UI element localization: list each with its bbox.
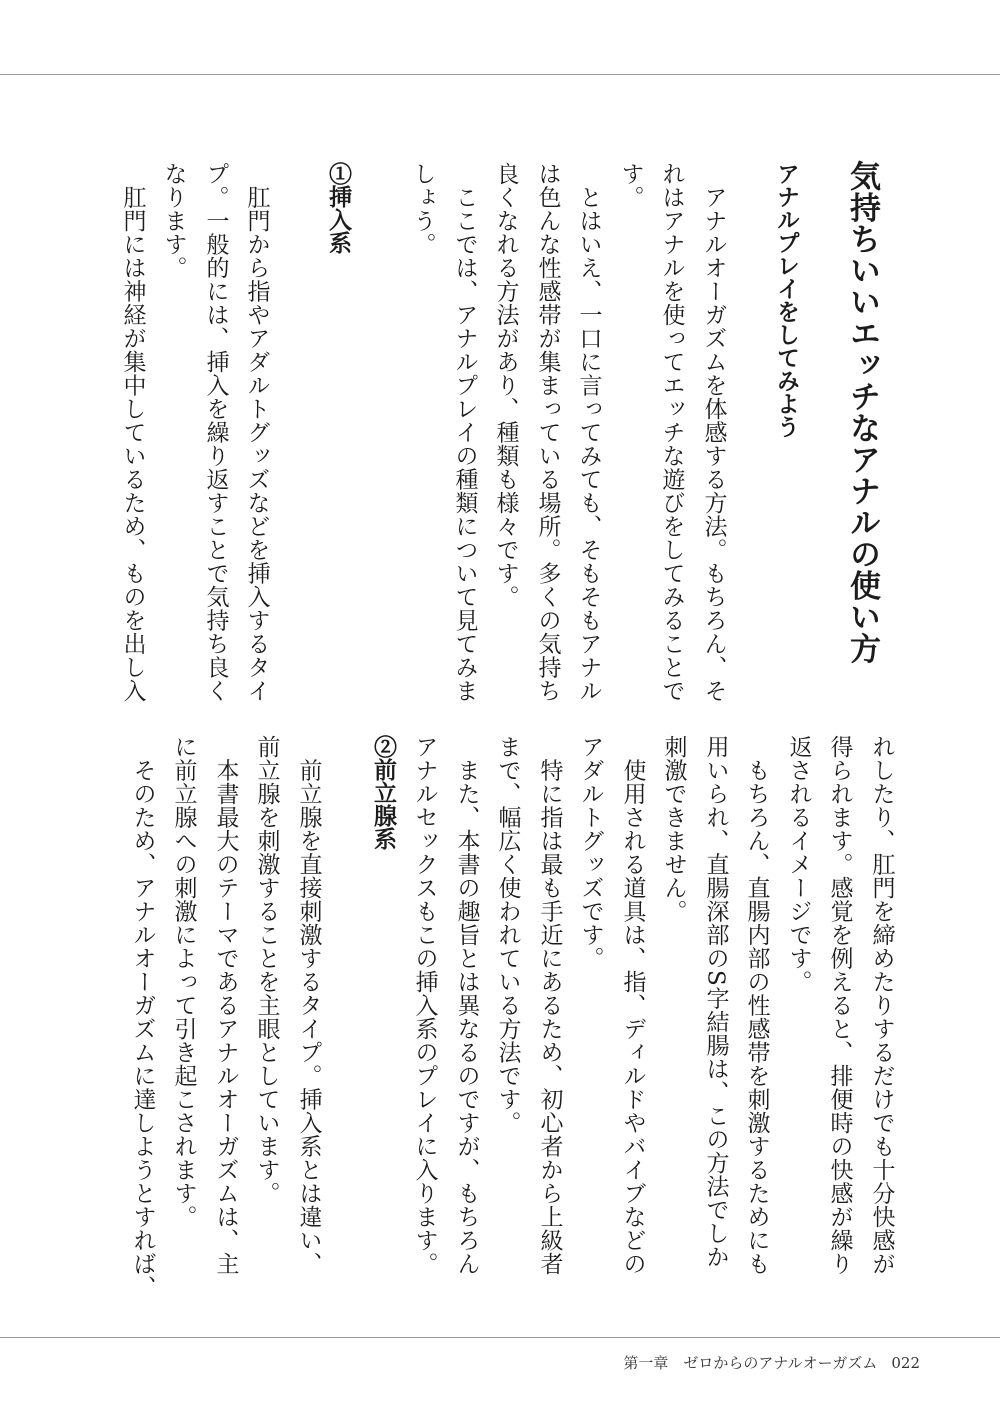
body-line: れしたり、肛門を締めたりするだけでも十分快感が	[868, 735, 895, 1276]
page-number: 022	[891, 1354, 920, 1372]
body-line: なります。	[160, 162, 187, 280]
body-line: しょう。	[409, 162, 436, 256]
body-line: 返されるイメージです。	[785, 735, 812, 994]
body-line: プ。一般的には、挿入を繰り返すことで気持ち良く	[202, 162, 229, 703]
body-line: は色んな性感帯が集まっている場所。多くの気持ち	[534, 162, 561, 703]
body-line: もちろん、直腸内部の性感帯を刺激するためにも	[743, 735, 770, 1276]
body-line: アダルトグッズです。	[577, 735, 604, 970]
body-line: 前立腺を刺激することを主眼としています。	[253, 735, 280, 1205]
chapter-title: 第一章 ゼロからのアナルオーガズム	[623, 1354, 878, 1372]
body-line: 用いられ、直腸深部のS字結腸は、この方法でしか	[702, 735, 729, 1269]
body-line: とはいえ、一口に言ってみても、そもそもアナル	[575, 162, 602, 703]
body-line: す。	[617, 162, 644, 209]
body-line: 特に指は最も手近にあるため、初心者から上級者	[536, 735, 563, 1276]
body-line: 肛門から指やアダルトグッズなどを挿入するタイ	[243, 162, 270, 703]
section-heading-prostate: ②前立腺系	[370, 735, 397, 850]
body-line: 刺激できません。	[660, 735, 687, 923]
body-line: アナルオーガズムを体感する方法。もちろん、そ	[700, 162, 727, 703]
body-line: に前立腺への刺激によって引き起こされます。	[170, 735, 197, 1229]
body-line: アナルセックスもこの挿入系のプレイに入ります。	[411, 735, 438, 1276]
body-line: 良くなれる方法があり、種類も様々です。	[492, 162, 519, 609]
body-line: 本書最大のテーマであるアナルオーガズムは、主	[212, 735, 239, 1276]
top-rule	[0, 74, 1000, 75]
body-line: 前立腺を直接刺激するタイプ。挿入系とは違い、	[295, 735, 322, 1276]
body-line: 得られます。感覚を例えると、排便時の快感が繰り	[826, 735, 853, 1276]
page-footer	[609, 1352, 920, 1373]
body-line: れはアナルを使ってエッチな遊びをしてみることで	[658, 162, 685, 703]
section-heading-insertion: ①挿入系	[325, 162, 352, 254]
page-title: 気持ちいいエッチなアナルの使い方	[844, 160, 880, 664]
body-line: また、本書の趣旨とは異なるのですが、もちろん	[453, 735, 480, 1276]
body-line: ここでは、アナルプレイの種類について見てみま	[451, 162, 478, 703]
body-line: 肛門には神経が集中しているため、ものを出し入	[119, 162, 146, 703]
body-line: そのため、アナルオーガズムに達しようとすれば、	[129, 735, 156, 1299]
body-line: まで、幅広く使われている方法です。	[494, 735, 521, 1135]
body-line: 使用される道具は、指、ディルドやバイブなどの	[619, 735, 646, 1276]
section-subtitle: アナルプレイをしてみよう	[773, 162, 800, 438]
bottom-rule	[0, 1337, 1000, 1338]
